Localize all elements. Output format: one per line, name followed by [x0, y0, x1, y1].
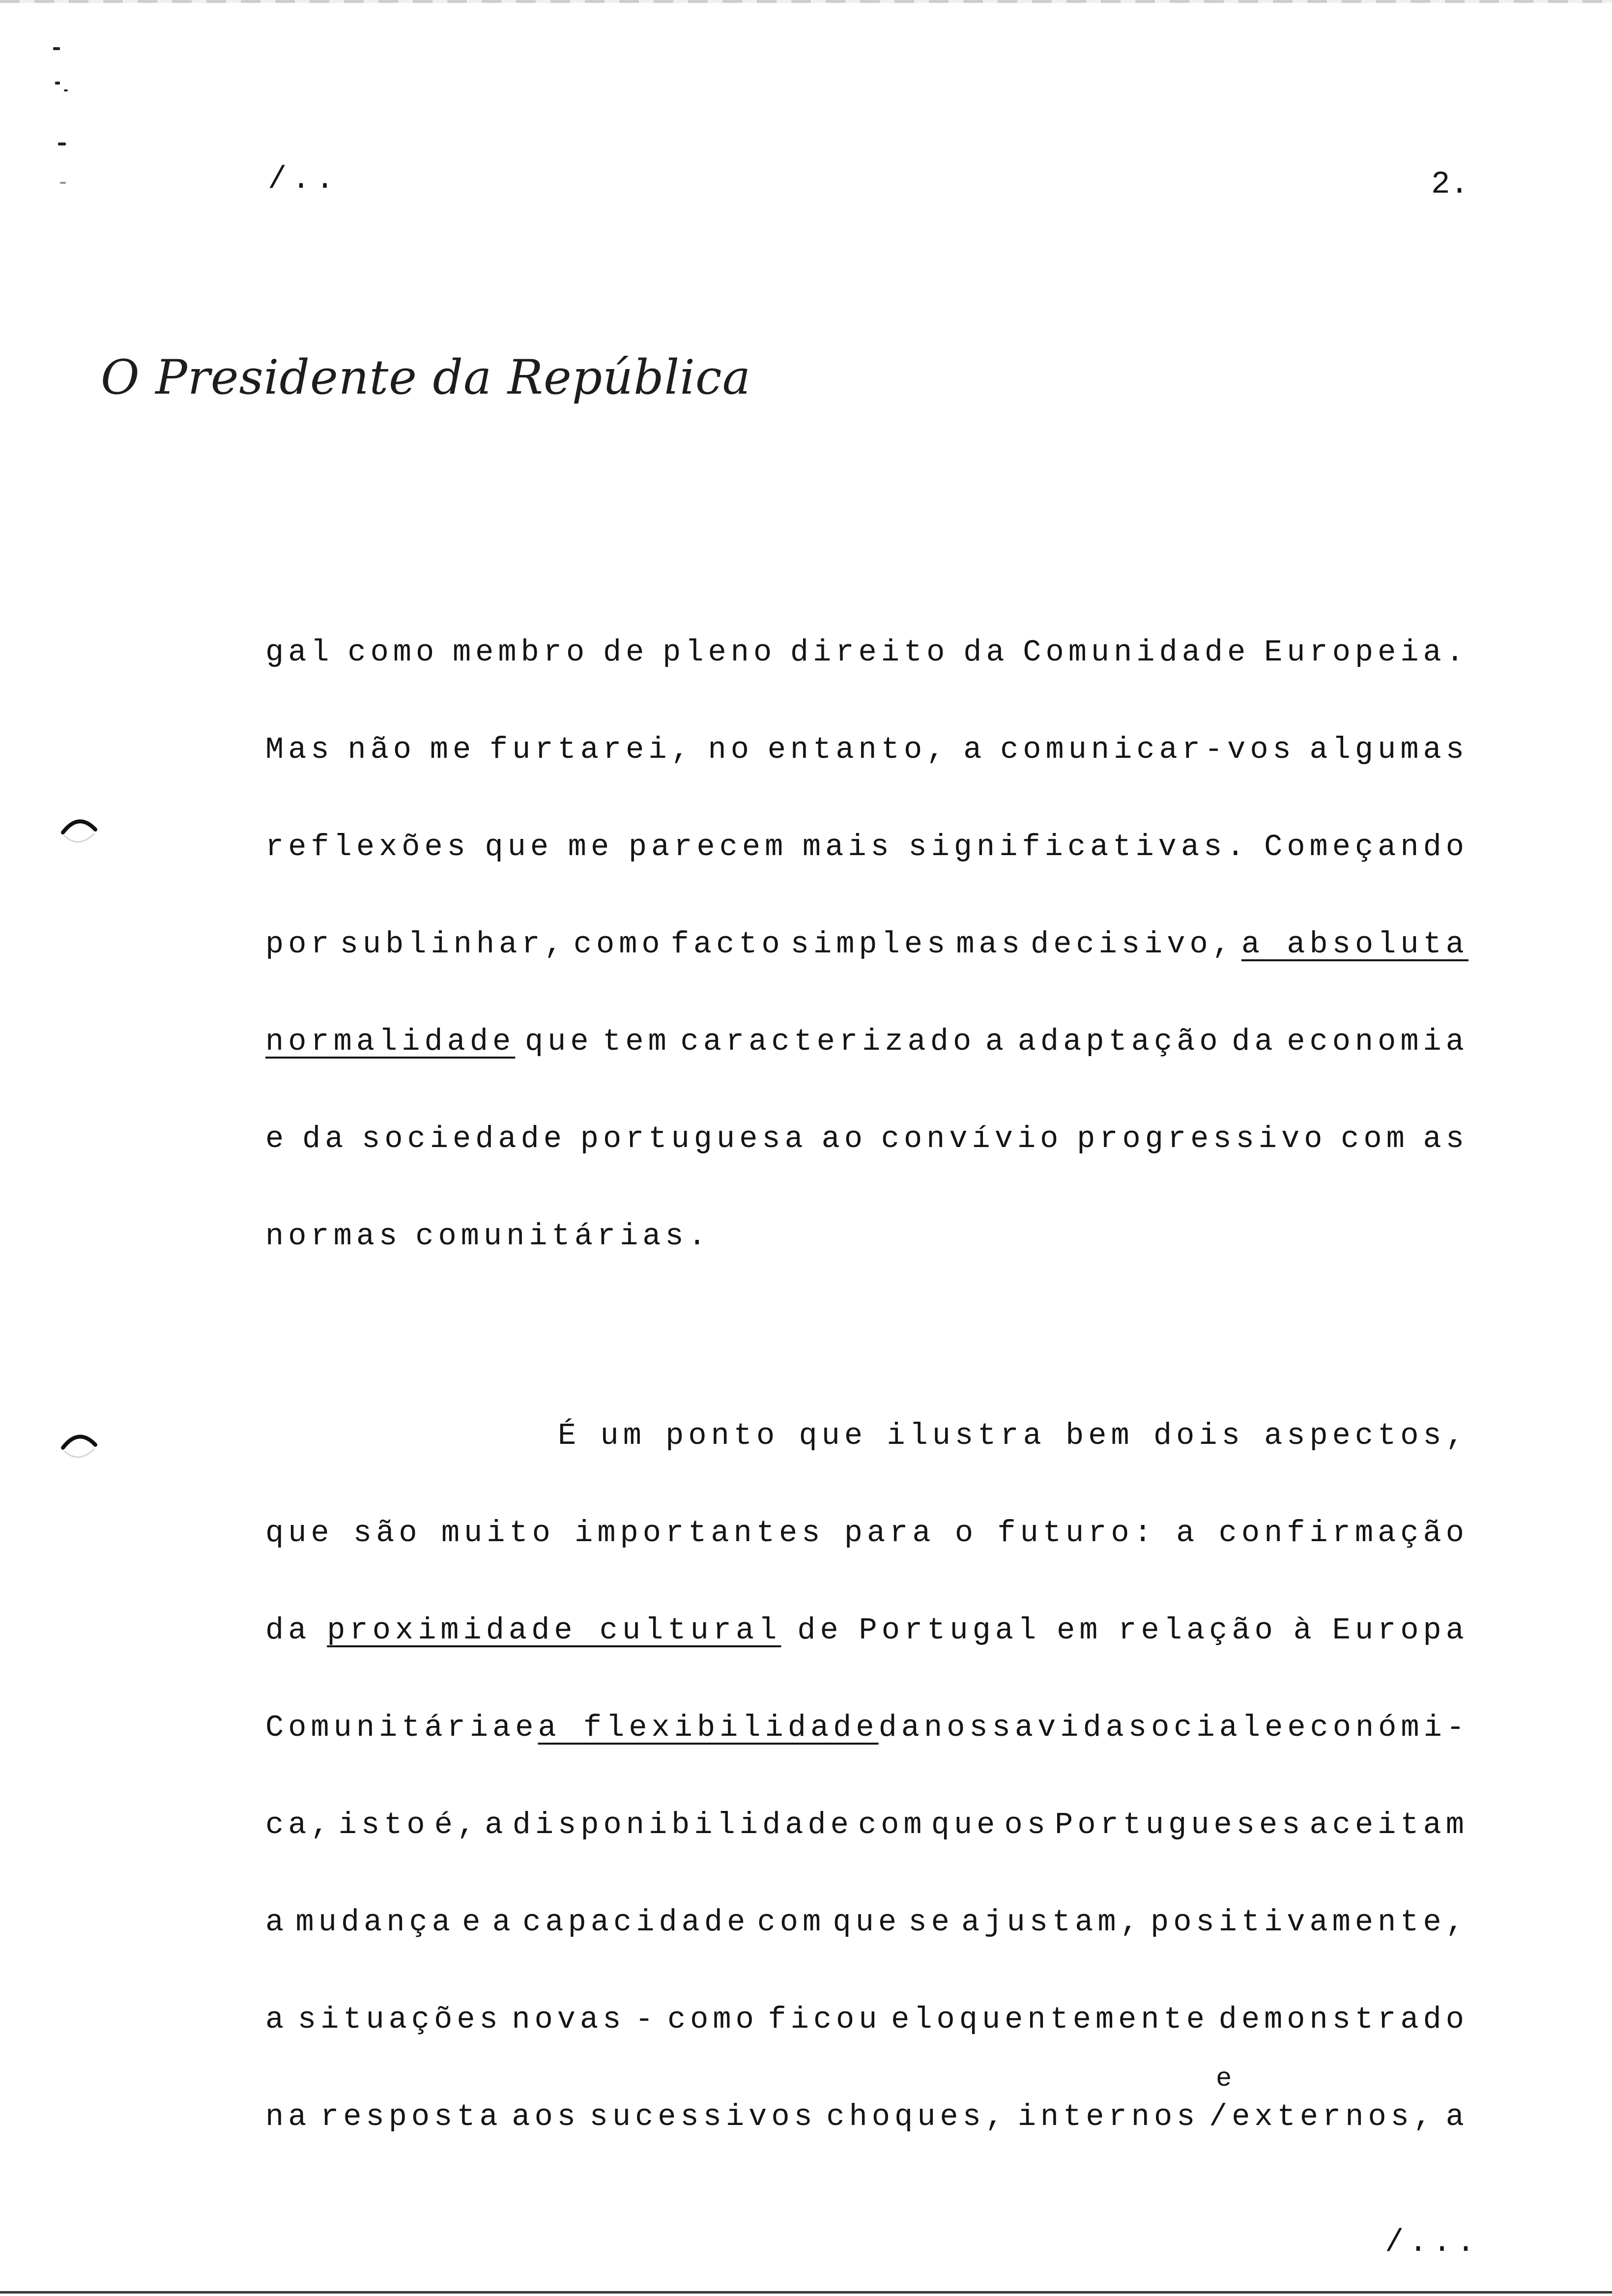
- word: mas: [956, 927, 1024, 962]
- word: como: [573, 927, 664, 962]
- word: parecem: [628, 830, 788, 864]
- word: confirmação: [1218, 1516, 1468, 1550]
- word: me: [430, 732, 476, 767]
- scan-edge-bottom: [0, 2291, 1612, 2294]
- word: e: [265, 1121, 288, 1156]
- word: vida: [1037, 1710, 1128, 1745]
- word: eloquentemente: [891, 2002, 1209, 2037]
- punch-hole-icon: [58, 1425, 99, 1466]
- word: economia: [1287, 1024, 1468, 1059]
- word: Comunidade: [1023, 635, 1250, 670]
- text-line: [265, 2000, 1468, 2039]
- margin-dot: [53, 47, 60, 50]
- word: que: [799, 1418, 867, 1453]
- word: entanto,: [767, 732, 950, 767]
- text-line: [265, 925, 1468, 964]
- scan-edge-top: [0, 0, 1612, 3]
- text-line: [265, 1514, 1468, 1553]
- text-line: [265, 1611, 1468, 1650]
- word: com: [1341, 1121, 1409, 1156]
- text-line: [265, 633, 1468, 672]
- word: que: [265, 1516, 334, 1550]
- word: significativas.: [908, 830, 1249, 864]
- word: a: [265, 2002, 288, 2037]
- word: caracterizado: [680, 1024, 976, 1059]
- word: me: [568, 830, 614, 864]
- word: portuguesa: [580, 1121, 807, 1156]
- word: como: [347, 635, 439, 670]
- word: são: [353, 1516, 422, 1550]
- word: facto: [670, 927, 784, 962]
- word: é,: [434, 1808, 480, 1842]
- word: Europeia.: [1264, 635, 1468, 670]
- word: da: [1232, 1024, 1277, 1059]
- word: capacidade: [522, 1905, 750, 1940]
- word: a: [265, 1905, 288, 1940]
- word: que: [833, 1905, 901, 1940]
- word: dois: [1153, 1418, 1244, 1453]
- text-line: [265, 730, 1468, 770]
- word: demonstrado: [1218, 2002, 1468, 2037]
- text-line: [265, 1217, 1468, 1256]
- word: ajustam,: [961, 1905, 1143, 1940]
- word: em: [1057, 1613, 1102, 1648]
- text-line: [265, 1022, 1468, 1062]
- word: Começando: [1264, 830, 1468, 864]
- page-number: 2.: [1431, 167, 1469, 202]
- word: de: [797, 1613, 843, 1648]
- word: da: [265, 1613, 311, 1648]
- word: ponto: [665, 1418, 779, 1453]
- continuation-mark-top: /..: [268, 162, 340, 198]
- word: bem: [1065, 1418, 1134, 1453]
- word: relação: [1118, 1613, 1277, 1648]
- word: à: [1293, 1613, 1316, 1648]
- word: É: [558, 1418, 581, 1453]
- underlined-phrase: a absoluta: [1241, 927, 1468, 962]
- word: com: [858, 1808, 926, 1842]
- word: que: [485, 830, 553, 864]
- underlined-phrase: normalidade: [265, 1024, 516, 1059]
- word: Portugal: [859, 1613, 1041, 1648]
- word: ca,: [265, 1808, 334, 1842]
- word: económi-: [1287, 1710, 1469, 1745]
- word: Europa: [1332, 1613, 1468, 1648]
- word: /externos,: [1209, 2099, 1437, 2134]
- word: sociedade: [362, 1121, 566, 1156]
- word: ilustra: [887, 1418, 1046, 1453]
- word: e: [515, 1710, 538, 1745]
- margin-dot: [58, 143, 66, 145]
- word: se: [908, 1905, 954, 1940]
- word: por: [265, 927, 334, 962]
- word: Mas: [265, 732, 334, 767]
- word: situações: [297, 2002, 502, 2037]
- word: comunicar-vos: [1000, 732, 1295, 767]
- word: como: [667, 2002, 758, 2037]
- word: a: [1445, 2099, 1468, 2134]
- handwritten-insertion: e: [1216, 2064, 1234, 2094]
- word: membro: [452, 635, 589, 670]
- word: progressivo: [1077, 1121, 1327, 1156]
- word: a: [985, 1024, 1008, 1059]
- word: não: [347, 732, 416, 767]
- word: isto: [338, 1808, 430, 1842]
- word: ficou: [768, 2002, 882, 2037]
- word: o: [954, 1516, 978, 1550]
- word: nossa: [924, 1710, 1038, 1745]
- word: que: [524, 1024, 593, 1059]
- word: -: [635, 2002, 658, 2037]
- word: mais: [802, 830, 893, 864]
- word: simples: [790, 927, 950, 962]
- word: a: [492, 1905, 515, 1940]
- underlined-phrase: a flexibilidade: [538, 1710, 879, 1745]
- word: a: [963, 732, 986, 767]
- word: comunitárias.: [415, 1219, 711, 1254]
- word: aspectos,: [1264, 1418, 1468, 1453]
- word: social: [1128, 1710, 1265, 1745]
- text-line: [265, 1806, 1468, 1845]
- word: aceitam: [1309, 1808, 1468, 1842]
- word: disponibilidade: [512, 1808, 853, 1842]
- word: gal: [265, 635, 334, 670]
- word: pleno: [662, 635, 777, 670]
- word: reflexões: [265, 830, 470, 864]
- text-line: [265, 2097, 1468, 2137]
- continuation-mark-bottom: /...: [1385, 2225, 1480, 2261]
- word: choques,: [826, 2099, 1008, 2134]
- word: aos: [512, 2099, 580, 2134]
- word: internos: [1017, 2099, 1200, 2134]
- word: na: [265, 2099, 311, 2134]
- margin-dot: [64, 89, 68, 91]
- word: da: [302, 1121, 348, 1156]
- word: da: [878, 1710, 924, 1745]
- word: muito: [441, 1516, 555, 1550]
- word: a: [485, 1808, 508, 1842]
- word: da: [963, 635, 1009, 670]
- word: sublinhar,: [340, 927, 567, 962]
- word: decisivo,: [1031, 927, 1235, 962]
- word: um: [600, 1418, 646, 1453]
- word: direito: [790, 635, 950, 670]
- word: positivamente,: [1151, 1905, 1468, 1940]
- word: Comunitária: [265, 1710, 516, 1745]
- text-line: [265, 1903, 1468, 1942]
- word: as: [1423, 1121, 1468, 1156]
- text-line: [265, 1708, 1468, 1748]
- text-line: [265, 828, 1468, 867]
- word: adaptação: [1017, 1024, 1222, 1059]
- word: e: [462, 1905, 485, 1940]
- word: de: [603, 635, 649, 670]
- margin-dot: [55, 82, 60, 85]
- margin-dot: [60, 182, 66, 184]
- word: no: [708, 732, 753, 767]
- word: a: [1176, 1516, 1199, 1550]
- word: mudança: [295, 1905, 455, 1940]
- punch-hole-icon: [58, 810, 99, 851]
- letterhead: O Presidente da República: [101, 350, 751, 405]
- word: importantes: [575, 1516, 825, 1550]
- word: tem: [603, 1024, 671, 1059]
- word: novas: [512, 2002, 626, 2037]
- word: para: [844, 1516, 935, 1550]
- underlined-phrase: proximidade cultural: [327, 1613, 781, 1648]
- word: normas: [265, 1219, 402, 1254]
- word: e: [1265, 1710, 1288, 1745]
- word: convívio: [881, 1121, 1063, 1156]
- word: futuro:: [997, 1516, 1156, 1550]
- word: furtarei,: [489, 732, 694, 767]
- word: ao: [821, 1121, 867, 1156]
- word: algumas: [1309, 732, 1468, 767]
- text-line: [558, 1416, 1468, 1456]
- word: os: [1004, 1808, 1050, 1842]
- text-line: [265, 1119, 1468, 1159]
- word: que: [931, 1808, 1000, 1842]
- word: sucessivos: [589, 2099, 817, 2134]
- word: resposta: [320, 2099, 502, 2134]
- word: com: [757, 1905, 826, 1940]
- word: Portugueses: [1055, 1808, 1305, 1842]
